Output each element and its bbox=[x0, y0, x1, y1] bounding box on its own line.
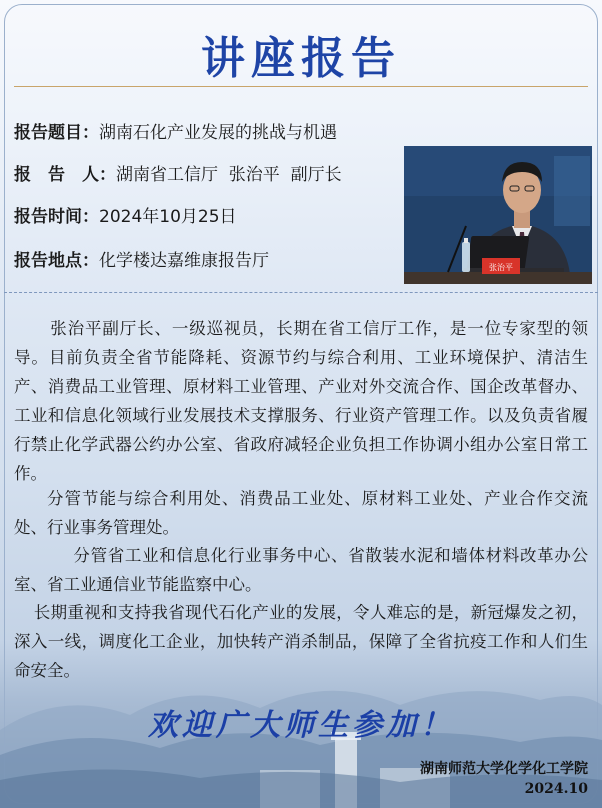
speaker-photo-illustration bbox=[404, 146, 592, 284]
organizer-name: 湖南师范大学化学化工学院 bbox=[420, 761, 588, 777]
section-divider bbox=[4, 292, 598, 293]
poster-date: 2024.10 bbox=[524, 781, 588, 797]
info-venue bbox=[14, 246, 269, 271]
info-topic-value: 湖南石化产业发展的挑战与机遇 bbox=[99, 123, 337, 143]
poster-title: 讲座报告 bbox=[201, 33, 401, 84]
info-speaker bbox=[14, 160, 342, 185]
info-speaker-label: 报 告 人： bbox=[14, 165, 116, 185]
speaker-photo bbox=[404, 146, 592, 284]
info-venue-value: 化学楼达嘉维康报告厅 bbox=[99, 251, 269, 271]
nameplate-text: 张治平 bbox=[489, 263, 513, 272]
info-venue-label: 报告地点： bbox=[14, 251, 99, 271]
bio-paragraph-3: 分管省工业和信息化行业事务中心、省散装水泥和墙体材料改革办公室、省工业通信业节能监察中心。 bbox=[14, 546, 588, 594]
bio-paragraph-2: 分管节能与综合利用处、消费品工业处、原材料工业处、产业合作交流处、行业事务管理处。 bbox=[14, 489, 588, 537]
info-time-label: 报告时间： bbox=[14, 207, 99, 227]
welcome-slogan: 欢迎广大师生参加！ bbox=[148, 708, 454, 743]
info-topic-label: 报告题目： bbox=[14, 123, 99, 143]
bio-paragraph-4: 长期重视和支持我省现代石化产业的发展，令人难忘的是，新冠爆发之初，深入一线，调度化工企业，加快转产消杀制品，保障了全省抗疫工作和人们生命安全。 bbox=[14, 603, 588, 680]
bio-paragraph-1: 张治平副厅长、一级巡视员，长期在省工信厅工作，是一位专家型的领导。目前负责全省节能降耗、资源节约与综合利用、工业环境保护、清洁生产、消费品工业管理、原材料工业管理、产业对外交流合作、国企改革督办、工业和信息化领域行业发展技术支撑服务、行业资产管理工作。以及负责省履行禁止化学武器公约办公室、省政府减轻企业负担工作协调小组办公室日常工作。 bbox=[14, 319, 588, 483]
info-speaker-value: 湖南省工信厅 张治平 副厅长 bbox=[116, 165, 342, 185]
info-time bbox=[14, 202, 237, 227]
info-topic bbox=[14, 118, 337, 143]
title-divider bbox=[14, 86, 588, 87]
info-time-value: 2024年10月25日 bbox=[99, 207, 237, 227]
